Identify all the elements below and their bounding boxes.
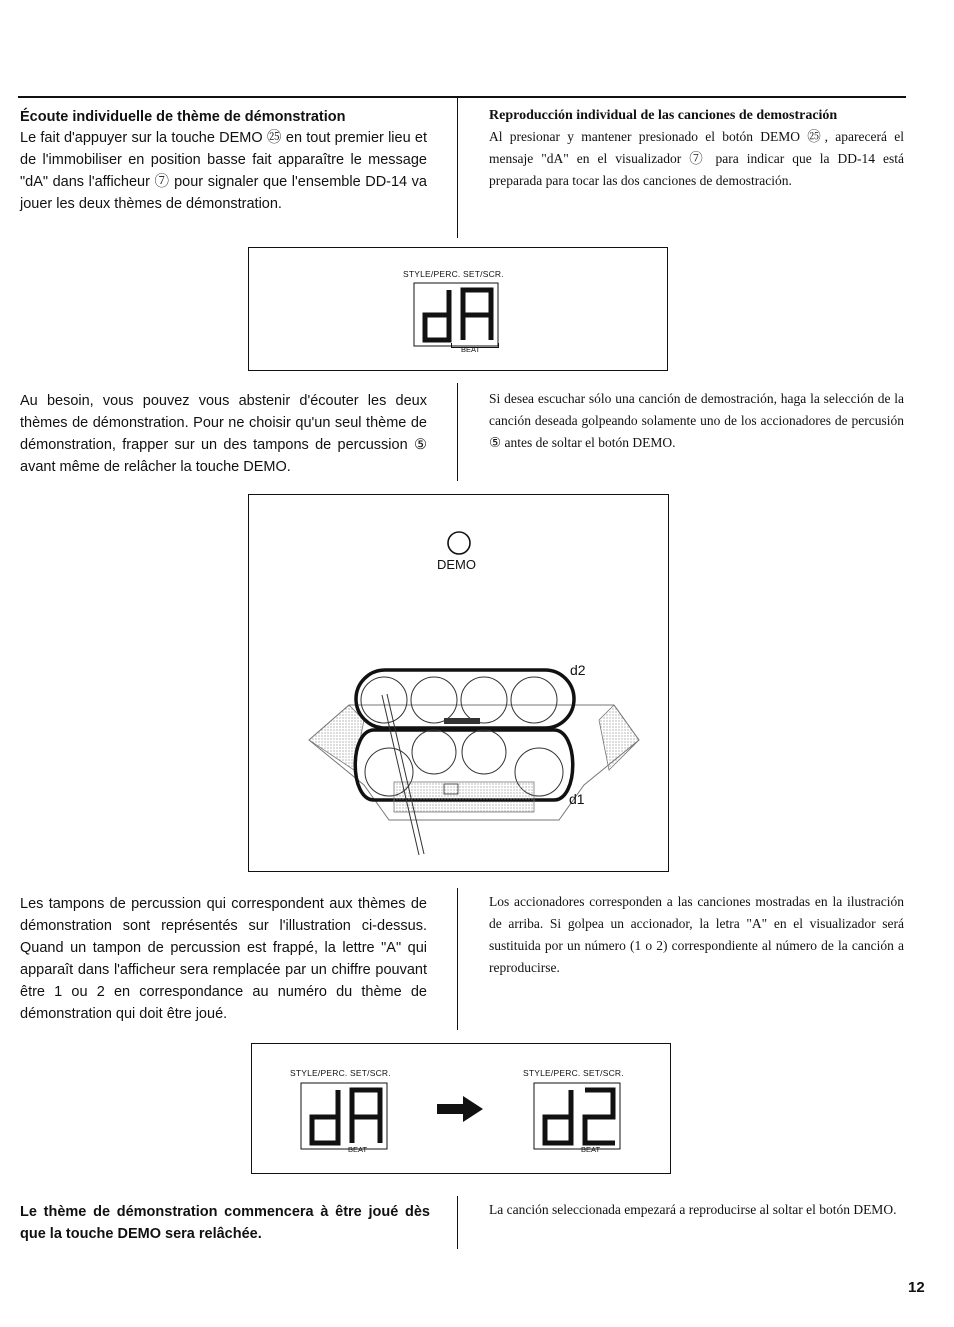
pad-label-d1: d1	[569, 791, 585, 807]
lcd-beat-label-left: BEAT	[348, 1145, 368, 1154]
demo-label: DEMO	[437, 557, 476, 572]
es-paragraph-4: La canción seleccionada empezará a reproducirse al soltar el botón DEMO.	[489, 1202, 897, 1217]
beat-bracket	[451, 343, 499, 348]
drum-pad-figure	[248, 494, 669, 872]
pad-label-d2: d2	[570, 662, 586, 678]
es-paragraph-1: Al presionar y mantener presionado el botón DEMO ㉕, aparecerá el mensaje "dA" en el visualizador ⑦ para indicar que la DD-14 está preparada para tocar las dos canciones de demostración.	[489, 129, 904, 188]
lcd-label-right: STYLE/PERC. SET/SCR.	[523, 1068, 624, 1078]
lcd-figure-1	[248, 247, 668, 371]
lcd-display-d2	[531, 1080, 631, 1154]
lcd-beat-label-right: BEAT	[581, 1145, 601, 1154]
fr-paragraph-1: Le fait d'appuyer sur la touche DEMO ㉕ en tout premier lieu et de l'immobiliser en position basse fait apparaître le message "dA" dans l'afficheur ⑦ pour signaler que l'ensemble DD-14 va jouer les deux thèmes de démonstration.	[20, 130, 427, 212]
arrow-right-icon	[435, 1094, 485, 1124]
lcd-label-left: STYLE/PERC. SET/SCR.	[290, 1068, 391, 1078]
es-paragraph-3: Los accionadores corresponden a las canciones mostradas en la ilustración de arriba. Si golpea un accionador, la letra "A" en el visualizador será sustituida por un número (1 o 2) correspondiente al número de la canción a reproducirse.	[489, 894, 904, 975]
lcd-beat-label: BEAT	[461, 345, 481, 354]
es-heading: Reproducción individual de las canciones de demostración	[489, 108, 838, 123]
lcd-display-dA	[298, 1080, 398, 1154]
lcd-transition-figure	[251, 1043, 671, 1174]
fr-paragraph-2: Au besoin, vous pouvez vous abstenir d'écouter les deux thèmes de démonstration. Pour ne choisir qu'un seul thème de démonstration, frapper sur un des tampons de percussion ⑤ avant même de relâcher la touche DEMO.	[20, 393, 427, 475]
demo-button-icon	[444, 528, 474, 558]
fr-paragraph-3: Les tampons de percussion qui correspondent aux thèmes de démonstration sont représentés sur l'illustration ci-dessus. Quand un tampon de percussion est frappé, la lettre "A" qui apparaît dans l'afficheur sera remplacée par un chiffre pouvant être 1 ou 2 en correspondance au numéro du thème de démonstration qui doit être joué.	[20, 896, 427, 1022]
column-divider	[457, 383, 458, 481]
lcd-label: STYLE/PERC. SET/SCR.	[403, 269, 504, 279]
drum-pad-illustration-icon	[294, 660, 654, 860]
page-number: 12	[908, 1279, 925, 1296]
lcd-display-dA	[411, 280, 511, 350]
column-divider	[457, 1196, 458, 1249]
top-rule	[18, 96, 906, 98]
es-paragraph-2: Si desea escuchar sólo una canción de demostración, haga la selección de la canción deseada golpeando solamente uno de los accionadores de percusión ⑤ antes de soltar el botón DEMO.	[489, 391, 904, 450]
fr-heading: Écoute individuelle de thème de démonstration	[20, 109, 346, 125]
column-divider	[457, 888, 458, 1030]
fr-paragraph-4: Le thème de démonstration commencera à être joué dès que la touche DEMO sera relâchée.	[20, 1204, 430, 1242]
column-divider	[457, 98, 458, 238]
